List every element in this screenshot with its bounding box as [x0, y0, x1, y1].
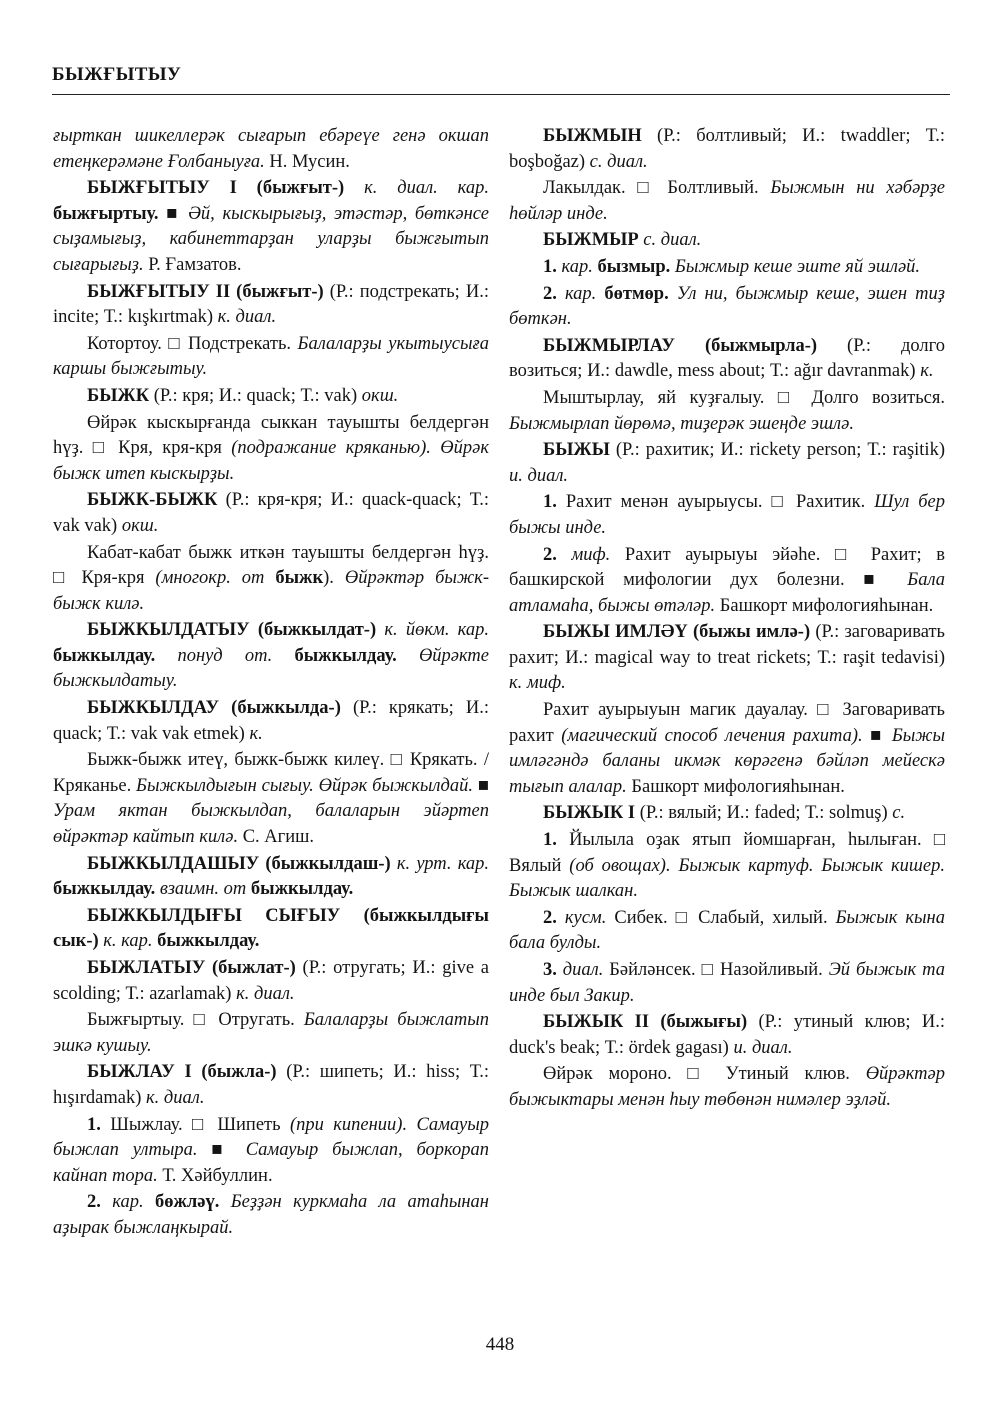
italic-text: с. — [887, 803, 906, 824]
italic-text: (об овощах). Быжык картуф. Быжык кишер. Быжык шалкан. — [509, 855, 945, 902]
italic-text: к. миф. — [509, 673, 566, 694]
headword-text: 1. — [543, 256, 557, 277]
dictionary-paragraph — [53, 1060, 489, 1111]
body-text: ■ — [862, 725, 892, 746]
italic-text: кар. — [556, 283, 597, 304]
italic-text: Бала атламаһа, быжы өтәләр. — [509, 570, 945, 616]
dictionary-paragraph — [53, 384, 489, 410]
dictionary-paragraph — [53, 124, 489, 175]
body-text: (Р.: заговаривать рахит; И.: magical way to treat rickets; Т.: raşit tedavisi) — [509, 622, 945, 668]
italic-text: кар. — [556, 256, 593, 277]
dictionary-paragraph — [53, 748, 489, 850]
headword-text: БЫЖКЫЛДАШЫУ (быжкылдаш-) — [87, 853, 391, 874]
dictionary-paragraph — [53, 488, 489, 539]
headword-text: быжкылдау. — [246, 879, 354, 900]
italic-text: Эй быжык та инде был Закир. — [509, 960, 945, 1006]
body-text: (Р.: вялый; И.: faded; Т.: solmuş) — [635, 803, 888, 824]
headword-text: быжғыртыу. — [53, 203, 159, 224]
headword-text: БЫЖҒЫТЫУ II (быжғыт-) — [87, 281, 324, 302]
italic-text: кусм. — [556, 907, 607, 928]
italic-text: Әй, кыскырығыҙ, этәстәр, бөткәнсе сыҙамығыҙ, кабинеттарҙан уларҙы быжғытып сығарығыҙ. — [53, 203, 489, 275]
italic-text: с. диал. — [585, 151, 648, 172]
headword-text: бөжләү. — [143, 1192, 220, 1213]
italic-text: Өйрәктәр быжыктары менән һыу төбөнән нимәлер эҙләй. — [509, 1064, 945, 1110]
headword-text: БЫЖКЫЛДЫҒЫ СЫҒЫУ (быжкылдығы сык-) — [53, 905, 489, 952]
italic-text: к. кар. — [98, 931, 153, 952]
body-text: (Р.: шипеть; И.: hiss; Т.: hışırdamak) — [53, 1062, 489, 1108]
italic-text: и. диал. — [728, 1037, 793, 1058]
italic-text: к. — [915, 361, 934, 382]
headword-text: БЫЖЛАУ I (быжла-) — [87, 1062, 277, 1083]
headword-text: бызмыр. — [592, 256, 671, 277]
italic-text: Быжкылдығын сығыу. Өйрәк быжкылдай. — [136, 775, 473, 796]
body-text: Р. Ғамзатов. — [143, 254, 242, 275]
headword-text: БЫЖКЫЛДАУ (быжкылда-) — [87, 698, 341, 719]
dictionary-paragraph — [509, 386, 945, 437]
dictionary-paragraph — [53, 696, 489, 747]
dictionary-paragraph — [53, 1190, 489, 1241]
body-text: Быжк-быжк итеү, быжк-быжк килеү. □ Крякать. / Кряканье. — [53, 750, 489, 796]
body-text: Шыжлау. □ Шипеть — [100, 1114, 290, 1135]
body-text: Бәйләнсек. □ Назойливый. — [603, 960, 829, 980]
body-text: Йылыла оҙак ятып йомшарған, һылыған. □ Вялый — [509, 830, 945, 876]
body-text: Мыштырлау, яй куҙғалыу. □ Долго возиться. — [543, 387, 945, 408]
dictionary-paragraph — [509, 1062, 945, 1113]
italic-text: Балаларҙы укытыусыға каршы быжғытыу. — [53, 333, 489, 380]
body-text: ■ — [844, 570, 908, 591]
body-text: Рахит ауырыуын магик дауалау. □ Заговаривать рахит — [509, 700, 945, 746]
body-text: Өйрәк кыскырғанда сыккан тауышты белдергән һүҙ. □ Кря, кря-кря — [53, 412, 489, 459]
italic-text: окш. — [357, 385, 399, 406]
headword-text: БЫЖМЫН — [543, 126, 642, 146]
italic-text: Быжы имләгәндә баланы икмәк көрәгенә бәйләп мейескә тығып алалар. — [509, 725, 945, 797]
body-text: ■ — [158, 203, 189, 224]
headword-text: БЫЖҒЫТЫУ I (быжғыт-) — [87, 178, 345, 199]
body-text: Котортоу. □ Подстрекать. — [87, 333, 298, 354]
italic-text: окш. — [117, 515, 159, 536]
headword-text: 3. — [543, 960, 557, 980]
body-text: (Р.: долго возиться; И.: dawdle, mess about; Т.: ağır davranmak) — [509, 335, 945, 382]
italic-text: Шул бер быжы инде. — [509, 492, 945, 538]
italic-text: Быжмыр кеше эште яй эшләй. — [670, 256, 921, 277]
body-text: (Р.: кря; И.: quack; Т.: vak) — [149, 385, 358, 406]
italic-text: к. диал. — [213, 307, 277, 328]
headword-text: 2. — [543, 907, 557, 928]
italic-text: диал. — [556, 960, 604, 980]
italic-text: к. диал. кар. — [344, 178, 489, 199]
italic-text: Урам яктан быжкылдап, балаларын эйәртеп өйрәктәр кайтып килә. — [53, 801, 489, 848]
headword-text: БЫЖКЫЛДАТЫУ (быжкылдат-) — [87, 620, 377, 641]
dictionary-paragraph — [509, 543, 945, 620]
italic-text: к. йөкм. кар. — [376, 620, 489, 641]
dictionary-paragraph — [509, 228, 945, 254]
dictionary-paragraph — [53, 1113, 489, 1190]
italic-text: Өйрәктәр быжк-быжк килә. — [53, 568, 489, 614]
dictionary-paragraph — [509, 334, 945, 385]
italic-text: к. — [244, 723, 263, 744]
italic-text: к. урт. кар. — [390, 853, 490, 874]
dictionary-paragraph — [509, 438, 945, 489]
headword-text: БЫЖЛАТЫУ (быжлат-) — [87, 958, 296, 978]
dictionary-paragraph — [53, 280, 489, 331]
headword-text: быжк — [264, 568, 324, 589]
headword-text: 1. — [87, 1114, 101, 1135]
body-text: (Р.: подстрекать; И.: incite; Т.: kışkırtmak) — [53, 281, 489, 328]
italic-text: Быжмын ни хәбәрҙе һөйләр инде. — [509, 178, 945, 224]
italic-text: с. диал. — [638, 230, 702, 251]
body-text: (Р.: отругать; И.: give a scolding; Т.: azarlamak) — [53, 958, 489, 1004]
italic-text: Быжык кына бала булды. — [509, 907, 945, 954]
right-column — [509, 124, 945, 1115]
headword-text: БЫЖЫ — [543, 440, 610, 461]
body-text: Кабат-кабат быжк иткән тауышты белдергән һүҙ. □ Кря-кря — [53, 542, 489, 589]
headword-text: 1. — [543, 492, 557, 513]
headword-text: 2. — [543, 283, 557, 304]
header-rule — [52, 94, 950, 95]
headword-text: 2. — [87, 1192, 101, 1213]
dictionary-paragraph — [53, 176, 489, 278]
dictionary-paragraph — [53, 618, 489, 695]
body-text: Өйрәк мороно. □ Утиный клюв. — [543, 1064, 866, 1085]
headword-text: бөтмөр. — [596, 283, 669, 304]
headword-text: быжкылдау. — [152, 931, 260, 952]
italic-text: понуд от. — [155, 645, 273, 666]
italic-text: Быжмырлап йөрөмә, тиҙерәк эшеңде эшлә. — [509, 413, 854, 434]
headword-text: БЫЖЫК II (быжығы) — [543, 1012, 748, 1033]
body-text: (Р.: крякать; И.: quack; Т.: vak vak etmek) — [53, 698, 489, 744]
dictionary-paragraph — [53, 956, 489, 1007]
body-text: (Р.: болтливый; И.: twaddler; Т.: boşboğaz) — [509, 126, 945, 172]
italic-text: к. диал. — [231, 983, 295, 1004]
italic-text: Өйрәкте быжкылдатыу. — [53, 645, 489, 692]
italic-text: ғырткан шикеллерәк сығарып ебәреүе генә окшап етеңкерәмәне Ғолбаныуға. — [53, 126, 489, 172]
dictionary-paragraph — [509, 828, 945, 905]
headword-text: 2. — [543, 544, 557, 565]
body-text: ■ — [472, 775, 489, 796]
body-text: (Р.: кря-кря; И.: quack-quack; Т.: vak vak) — [53, 490, 489, 536]
dictionary-paragraph — [509, 1010, 945, 1061]
headword-text: быжкылдау. — [272, 645, 397, 666]
body-text: С. Агиш. — [238, 827, 315, 848]
headword-text: БЫЖК-БЫЖК — [87, 490, 218, 511]
dictionary-paragraph — [509, 282, 945, 333]
running-header: БЫЖҒЫТЫУ — [52, 64, 182, 85]
dictionary-paragraph — [509, 490, 945, 541]
dictionary-paragraph — [53, 1008, 489, 1059]
dictionary-paragraph — [509, 176, 945, 227]
dictionary-paragraph — [509, 958, 945, 1009]
italic-text: (подражание кряканью). Өйрәк быжк итеп кыскырҙы. — [53, 438, 489, 484]
body-text: Рахит менән ауырыусы. □ Рахитик. — [556, 492, 875, 513]
italic-text: миф. — [556, 544, 611, 565]
body-text: Башкорт мифологияһынан. — [626, 776, 845, 797]
body-text: (Р.: рахитик; И.: rickety person; Т.: raşitik) — [609, 440, 945, 461]
dictionary-paragraph — [53, 332, 489, 383]
italic-text: Беҙҙән куркмаһа ла атаһынан аҙырак быжлаңкырай. — [53, 1192, 489, 1238]
headword-text: БЫЖМЫР — [543, 230, 639, 251]
headword-text: БЫЖЫ ИМЛӘҮ (быжы имлә-) — [543, 622, 811, 643]
headword-text: БЫЖМЫРЛАУ (быжмырла-) — [543, 335, 818, 356]
dictionary-paragraph — [53, 852, 489, 903]
dictionary-paragraph — [509, 906, 945, 957]
page-number: 448 — [485, 1334, 515, 1355]
italic-text: Самауыр быжлап, боркорап кайнап тора. — [53, 1140, 489, 1186]
body-text: Сибек. □ Слабый, хилый. — [606, 907, 836, 928]
body-text: (Р.: утиный клюв; И.: duck's beak; Т.: ördek gagası) — [509, 1012, 945, 1058]
headword-text: быжкылдау. — [53, 645, 156, 666]
italic-text: кар. — [100, 1192, 144, 1213]
headword-text: БЫЖК — [87, 385, 150, 406]
left-column — [53, 124, 489, 1243]
headword-text: БЫЖЫК I — [543, 803, 636, 824]
body-text: Быжғыртыу. □ Отругать. — [87, 1010, 304, 1031]
body-text: ■ — [197, 1140, 246, 1161]
italic-text: и. диал. — [509, 465, 569, 486]
body-text: Т. Хәйбуллин. — [157, 1165, 273, 1186]
body-text: Рахит ауырыуы эйәһе. □ Рахит; в башкирской мифологии дух болезни. — [509, 544, 945, 591]
dictionary-paragraph — [509, 698, 945, 800]
dictionary-paragraph — [509, 255, 945, 281]
body-text: Н. Мусин. — [264, 151, 350, 172]
dictionary-paragraph — [509, 124, 945, 175]
italic-text: Ул ни, быжмыр кеше, эшен тиҙ бөткән. — [509, 283, 945, 330]
italic-text: Балаларҙы быжлатып эшкә кушыу. — [53, 1010, 489, 1056]
dictionary-paragraph — [53, 904, 489, 955]
italic-text: (магический способ лечения рахита). — [561, 725, 863, 746]
dictionary-paragraph — [53, 541, 489, 618]
italic-text: (многокр. от — [155, 568, 265, 589]
italic-text: взаимн. от — [155, 879, 247, 900]
headword-text: 1. — [543, 830, 557, 851]
body-text: Лакылдак. □ Болтливый. — [543, 178, 771, 199]
italic-text: (при кипении). Самауыр быжлап ултыра. — [53, 1114, 489, 1161]
dictionary-paragraph — [509, 620, 945, 697]
italic-text: к. диал. — [141, 1087, 205, 1108]
body-text: Башкорт мифологияһынан. — [715, 595, 934, 616]
dictionary-paragraph — [53, 411, 489, 488]
dictionary-paragraph — [509, 801, 945, 827]
headword-text: быжкылдау. — [53, 879, 156, 900]
body-text: ). — [323, 568, 345, 589]
